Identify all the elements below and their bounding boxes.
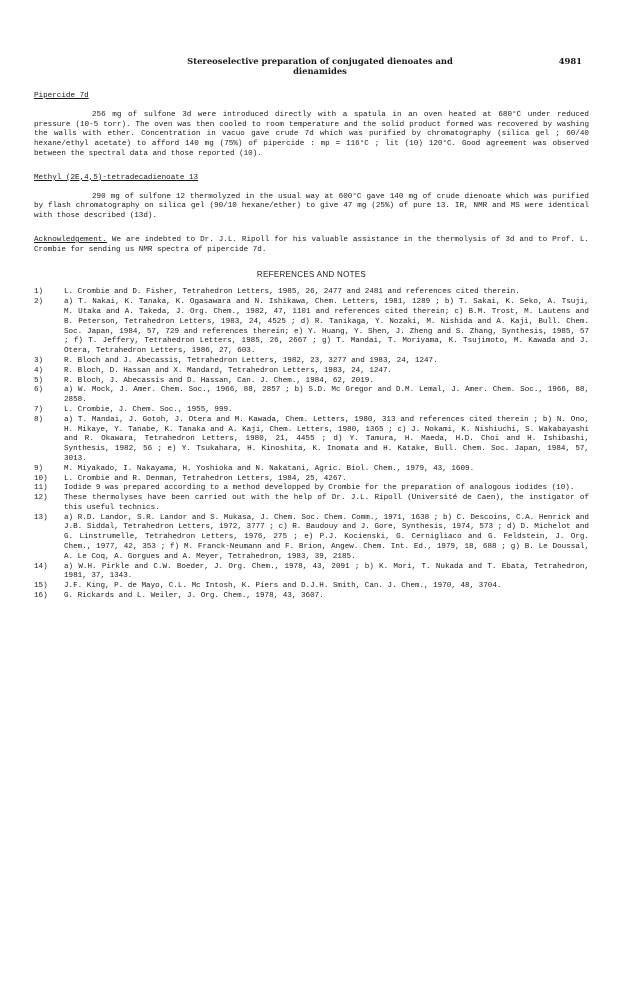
reference-item bbox=[34, 465, 589, 475]
pipercide-paragraph: 256 mg of sulfone 3d were introduced directly with a spatula in an oven heated at 680°C under reduced pressure (10-5 torr). The oven was then cooled to room temperature and the solid product formed was recovered by washing the walls with ether. Concentration in vacuo gave crude 7d which was purified by chromatography (silica gel ; 60/40 hexane/ethyl acetate) to afford 140 mg (75%) of pipercide : mp = 116°C ; lit (10) 120°C. Good agreement was observed between the spectral data and those reported (10). bbox=[34, 110, 589, 158]
reference-number: 7) bbox=[34, 405, 44, 414]
reference-text: a) T. Mandai, J. Gotoh, J. Otera and M. Kawada, Chem. Letters, 1980, 313 and references cited therein ; b) N. Ono, H. Mikaye, Y. Tanabe, K. Tanaka and A. Kaji, Chem. Letters, 1980, 1365 ; c) J. Nokami, K. Nishiuchi, S. Wakabayashi and R. Okawara, Tetrahedron Letters, 1980, 21, 4455 ; d) Y. Tamura, H. Maeda, H.D. Choi and H. Ishibashi, Synthesis, 1982, 56 ; e) Y. Tsukahara, H. Kinoshita, K. Inomata and H. Katake, Bull. Chem. Soc. Japan, 1984, 57, 3013. bbox=[64, 415, 589, 463]
reference-number: 5) bbox=[34, 376, 44, 385]
reference-text: R. Bloch, D. Hassan and X. Mandard, Tetrahedron Letters, 1983, 24, 1247. bbox=[64, 366, 393, 375]
reference-text: L. Crombie, J. Chem. Soc., 1955, 999. bbox=[64, 405, 233, 414]
reference-text: Iodide 9 was prepared according to a method developped by Crombie for the preparation of analogous iodides (10). bbox=[64, 484, 575, 493]
reference-item bbox=[34, 475, 589, 485]
reference-item bbox=[34, 582, 589, 592]
reference-number: 12) bbox=[34, 494, 48, 503]
reference-number: 1) bbox=[34, 288, 44, 297]
methyl-paragraph: 290 mg of sulfone 12 thermolyzed in the usual way at 600°C gave 140 mg of crude dienoate which was purified by flash chromatography on silica gel (90/10 hexane/ether) to give 47 mg (25%) of pure 13. IR, NMR and MS were identical with those described (13d). bbox=[34, 192, 589, 221]
reference-text: L. Crombie and R. Denman, Tetrahedron Letters, 1984, 25, 4267. bbox=[64, 474, 347, 483]
reference-text: L. Crombie and D. Fisher, Tetrahedron Letters, 1985, 26, 2477 and 2481 and references cited therein. bbox=[64, 288, 520, 297]
reference-text: These thermolyses have been carried out with the help of Dr. J.L. Ripoll (Université de Caen), the instigator of this useful technics. bbox=[64, 494, 589, 512]
reference-item bbox=[34, 484, 589, 494]
acknowledgement-paragraph bbox=[34, 236, 589, 256]
reference-item bbox=[34, 386, 589, 406]
reference-number: 16) bbox=[34, 592, 48, 601]
reference-text: a) T. Nakai, K. Tanaka, K. Ogasawara and N. Ishikawa, Chem. Letters, 1981, 1289 ; b) T. Sakai, K. Seko, A. Tsuji, M. Utaka and A. Takeda, J. Org. Chem., 1982, 47, 1101 and references cited therein; c) B.M. Trost, M. Lautens and B. Peterson, Tetrahedron Letters, 1983, 24, 4525 ; d) R. Tanikaga, Y. Nozaki, M. Nishida and A. Kaji, Bull. Chem. Soc. Japan, 1984, 57, 729 and references therein; e) Y. Huang, Y. Shen, J. Zheng and S. Zhang, Synthesis, 1985, 57 ; f) T. Jeffery, Tetrahedron Letters, 1985, 26, 2667 ; g) T. Mandai, T. Moriyama, K. Tsujimoto, M. Kawada and J. Otera, Tetrahedron Letters, 1986, 27, 603. bbox=[64, 298, 589, 356]
acknowledgement-text: We are indebted to Dr. J.L. Ripoll for his valuable assistance in the thermolysis of 3d and to Prof. L. Crombie for sending us NMR spectra of pipercide 7d. bbox=[34, 235, 589, 254]
reference-text: a) R.D. Landor, S.R. Landor and S. Mukasa, J. Chem. Soc. Chem. Comm., 1971, 1638 ; b) C. Descoins, C.A. Henrick and J.B. Siddal, Tetrahedron Letters, 1972, 3777 ; c) R. Baudouy and J. Gore, Synthesis, 1974, 573 ; d) D. Michelot and G. Linstrumelle, Tetrahedron Letters, 1976, 275 ; e) P.J. Kocienski, G. Cernigliaco and G. Feldstein, J. Org. Chem., 1977, 42, 353 ; f) M. Franck-Neumann and F. Brion, Angew. Chem. Int. Ed., 1979, 18, 688 ; g) B. Le Doussal, A. Le Coq, A. Gorgues and A. Meyer, Tetrahedron, 1983, 39, 2185. bbox=[64, 513, 589, 561]
pipercide-heading: Pipercide 7d bbox=[34, 92, 89, 100]
reference-item bbox=[34, 367, 589, 377]
reference-list bbox=[34, 288, 589, 602]
reference-item bbox=[34, 514, 589, 563]
reference-text: J.F. King, P. de Mayo, C.L. Mc Intosh, K. Piers and D.J.H. Smith, Can. J. Chem., 1970, 48, 3704. bbox=[64, 582, 502, 591]
reference-number: 3) bbox=[34, 356, 44, 365]
reference-item bbox=[34, 592, 589, 602]
reference-item bbox=[34, 406, 589, 416]
reference-text: R. Bloch and J. Abecassis, Tetrahedron Letters, 1982, 23, 3277 and 1983, 24, 1247. bbox=[64, 356, 438, 365]
reference-item bbox=[34, 494, 589, 514]
reference-item bbox=[34, 377, 589, 387]
reference-text: a) W.H. Pirkle and C.W. Boeder, J. Org. Chem., 1978, 43, 2091 ; b) K. Mori, T. Nukada and T. Ebata, Tetrahedron, 1981, 37, 1343. bbox=[64, 562, 589, 581]
page-number: 4981 bbox=[558, 56, 582, 66]
reference-text: R. Bloch, J. Abecassis and D. Hassan, Can. J. Chem., 1984, 62, 2019. bbox=[64, 376, 374, 385]
reference-number: 4) bbox=[34, 366, 44, 375]
reference-number: 2) bbox=[34, 298, 44, 307]
reference-text: G. Rickards and L. Weiler, J. Org. Chem., 1978, 43, 3607. bbox=[64, 592, 324, 601]
reference-item bbox=[34, 416, 589, 465]
references-title: REFERENCES AND NOTES bbox=[256, 269, 367, 279]
reference-text: M. Miyakado, I. Nakayama, H. Yoshioka and N. Nakatani, Agric. Biol. Chem., 1979, 43, 1609. bbox=[64, 464, 475, 473]
acknowledgement-label: Acknowledgement. bbox=[34, 235, 107, 244]
reference-item bbox=[34, 298, 589, 357]
reference-number: 6) bbox=[34, 386, 44, 395]
reference-item bbox=[34, 288, 589, 298]
reference-text: a) W. Mock, J. Amer. Chem. Soc., 1966, 88, 2857 ; b) S.D. Mc Gregor and D.M. Lemal, J. Amer. Chem. Soc., 1966, 88, 2858. bbox=[64, 386, 589, 405]
reference-number: 8) bbox=[34, 415, 44, 424]
reference-item bbox=[34, 563, 589, 583]
reference-number: 9) bbox=[34, 464, 44, 473]
document-body bbox=[34, 92, 589, 602]
reference-number: 15) bbox=[34, 582, 48, 591]
reference-item bbox=[34, 357, 589, 367]
reference-number: 10) bbox=[34, 474, 48, 483]
running-title: Stereoselective preparation of conjugated dienoates and dienamides bbox=[187, 56, 453, 76]
reference-number: 14) bbox=[34, 562, 48, 571]
methyl-heading: Methyl (2E,4,5)-tetradecadienoate 13 bbox=[34, 173, 199, 182]
reference-number: 11) bbox=[34, 484, 48, 493]
reference-number: 13) bbox=[34, 513, 48, 522]
